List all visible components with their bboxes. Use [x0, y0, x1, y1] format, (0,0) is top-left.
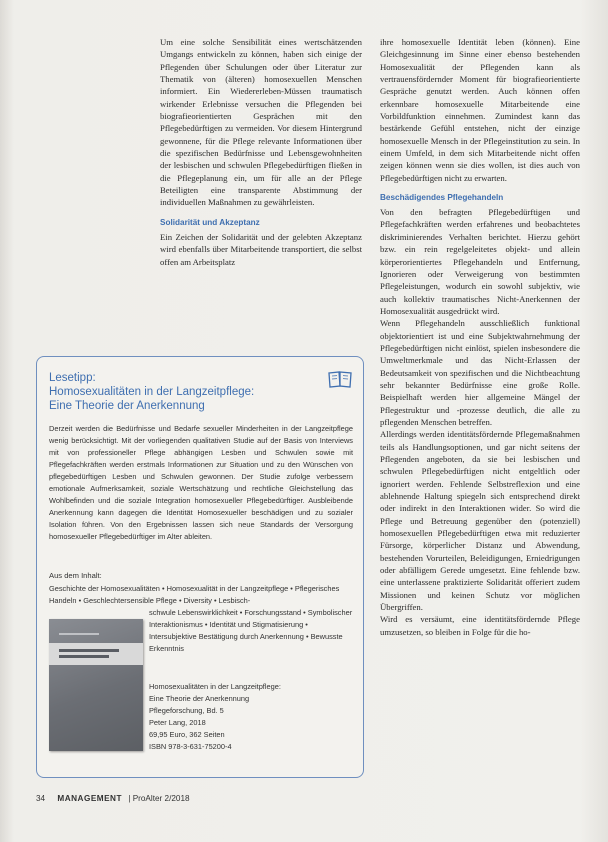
contents-continued: schwule Lebenswirklichkeit • Forschungsstand • Symbolischer Interaktionismus • Identität und Stigmatisierung • Intersubjektive Bestätigung durch Anerkennung • Bewusste Erkenntnis [149, 608, 353, 653]
cover-band [49, 643, 143, 665]
book-metadata [149, 681, 353, 753]
book-icon [327, 369, 353, 389]
footer-separator: | [128, 794, 131, 803]
cover-text-line [59, 649, 119, 652]
section-name: MANAGEMENT [57, 794, 122, 803]
left-column [160, 36, 362, 268]
reading-tip-title-2: Eine Theorie der Anerkennung [49, 400, 205, 412]
subhead-solidaritaet: Solidarität und Akzeptanz [160, 217, 260, 227]
page-number: 34 [36, 794, 46, 803]
right-para-2: Von den befragten Pflegebedürftigen und Pflegefachkräften werden erfahrenes und beobachtetes diskriminierendes Verhalten berichtet. Hierzu gehört bzw. ein rein regelgeleitetes objekt- und allein körperorientiertes Pflegehandeln und Entfernung, Ignorieren oder Verweigerung von bestimmten Pflegeleistungen, wodurch ein sowohl subjektiv, wie auch kollektiv traumatisches Nicht-Anerkennen der Homosexualität ausgedrückt wird. [380, 207, 580, 316]
left-para-2: Ein Zeichen der Solidarität und der gelebten Akzeptanz wird ebenfalls über Mitarbeitende transportiert, die selbst offen am Arbeitsplatz [160, 231, 362, 267]
cover-text-line [59, 633, 99, 635]
right-column [380, 36, 580, 638]
contents-title: Aus dem Inhalt: [49, 571, 102, 580]
reading-tip-body: Derzeit werden die Bedürfnisse und Bedarfe sexueller Minderheiten in der Langzeitpflege wenig berücksichtigt. Mit der vorliegenden qualitativen Studie auf der Basis von Interviews mit von professioneller Pflege abhängigen Lesben und Schwulen sowie mit Pflegefachkräften werden erstmals Informationen zur Situation und zu den Wünschen von pflegebedürftigen Lesben und Schwulen gewonnen. Der Studie zufolge verbessern emotionale Aufmerksamkeit, soziale Wertschätzung und rechtliche Gleichstellung das Wohlbefinden und die soziale Integration homosexueller Pflegebedürftiger. Ausbleibende Anerkennung kann dagegen die Identität Homosexueller beschädigen und zu sozialer Isolation führen. Von den Ergebnissen lassen sich neue Standards der Versorgung homosexueller Pflegebedürftiger im Alter ableiten. [49, 424, 353, 541]
right-para-5: Wird es versäumt, eine identitätsfördernde Pflege umzusetzen, so bleiben in Folge für die ho- [380, 614, 580, 637]
left-para-1: Um eine solche Sensibilität eines wertschätzenden Umgangs entwickeln zu können, haben sich einige der Pflegenden über Schulungen oder über Literatur zur Thematik von (älteren) homosexuellen Menschen informiert. Ein Wiedererleben-Müssen traumatisch wirkender Erlebnisse versuchen die Pflegenden bei biografieorientierten Gesprächen mit den Pflegebedürftigen zu vermeiden. Vor diesem Hintergrund gewonnene, für die Pflege relevante Informationen über die spezifischen Bedürfnisse und Lebensgewohnheiten der lesbischen und schwulen Pflegebedürftigen fließen in die Pflegeplanung ein, um für alle an der Pflege Beteiligten eine transparente Abstimmung der individuellen Maßnahmen zu gewährleisten. [160, 37, 362, 208]
reading-tip-label: Lesetipp: [49, 372, 96, 384]
right-para-3: Wenn Pflegehandeln ausschließlich funktional objektorientiert ist und eine Subjektwahrnehmung der Pflegebedürftigen nicht einlöst, spielen insbesondere die Umweltmerkmale und das Nicht-Erlassen der Bedeutsamkeit von spezifischen und die Nichtbeachtung sehr bekannter Bedürfnisse eine große Rolle. Beispielhaft werden hier allgemeine Mängel der Pflegestruktur und -prozesse deutlich, die alle zu pflegenden Menschen betreffen. [380, 318, 580, 427]
book-price: 69,95 Euro, 362 Seiten [149, 730, 225, 739]
book-title: Homosexualitäten in der Langzeitpflege: [149, 682, 281, 691]
right-para-4: Allerdings werden identitätsfördernde Pflegemaßnahmen teils als Handlungsoptionen, und gar nicht seitens der Pflegenden angeboten, da sie bei lesbischen und schwulen Pflegebedürftigen nicht entgeltlich oder ignoriert werden. Fehlende Selbstreflexion und eine ablehnende Haltung spiegeln sich entsprechend direkt oder indirekt in den Interaktionen wider. So wird die Pflege und Betreuung gegenüber den (potenziell) homosexuellen Pflegebedürftigen etwa mit reduzierter Fürsorge, körperlicher Distanz und Abwendung, bestehenden Vorurteilen, Beleidigungen, Erniedrigungen oder abfälligem Gerede umgesetzt. Eine fehlende bzw. eine unterlassene praktizierte Solidarität offeriert zudem Missionen und keinen Schutz vor möglichen Übergriffen. [380, 429, 580, 613]
reading-tip-box [36, 356, 364, 778]
subhead-beschaedigendes: Beschädigendes Pflegehandeln [380, 193, 504, 203]
book-author: Peter Lang, 2018 [149, 718, 206, 727]
reading-tip-heading [49, 371, 319, 413]
reading-tip-title-1: Homosexualitäten in der Langzeitpflege: [49, 386, 255, 398]
book-cover-image [49, 619, 143, 751]
cover-text-line [59, 655, 109, 658]
book-series: Pflegeforschung, Bd. 5 [149, 706, 224, 715]
contents-top: Geschichte der Homosexualitäten • Homosexualität in der Langzeitpflege • Pflegerisches Handeln • Geschlechtersensible Pflege • Diversity • Lesbisch- [49, 584, 340, 605]
issue-label: ProAlter 2/2018 [132, 794, 190, 803]
book-subtitle: Eine Theorie der Anerkennung [149, 694, 250, 703]
page-footer [36, 794, 576, 803]
right-para-1: ihre homosexuelle Identität leben (können). Eine Gleichgesinnung im Sinne einer ebenso bestehenden Homosexualität der Pflegenden kann als vertrauensfördernder Moment für biografieorientierte Gespräche genutzt werden. Auch können offen erkennbare homosexuelle Mitarbeitende eine Vorbildfunktion einnehmen. Zumindest kann das bestärkende Gefühl entstehen, nicht der einzige homosexuelle Mensch in der Pflegeinstitution zu sein. In einem Umfeld, in dem sich Mitarbeitende nicht offen zeigen können wenn sie dies wollen, ist dies auch von Pflegebedürftigen nicht zu erwarten. [380, 37, 580, 183]
book-isbn: ISBN 978-3-631-75200-4 [149, 742, 232, 751]
